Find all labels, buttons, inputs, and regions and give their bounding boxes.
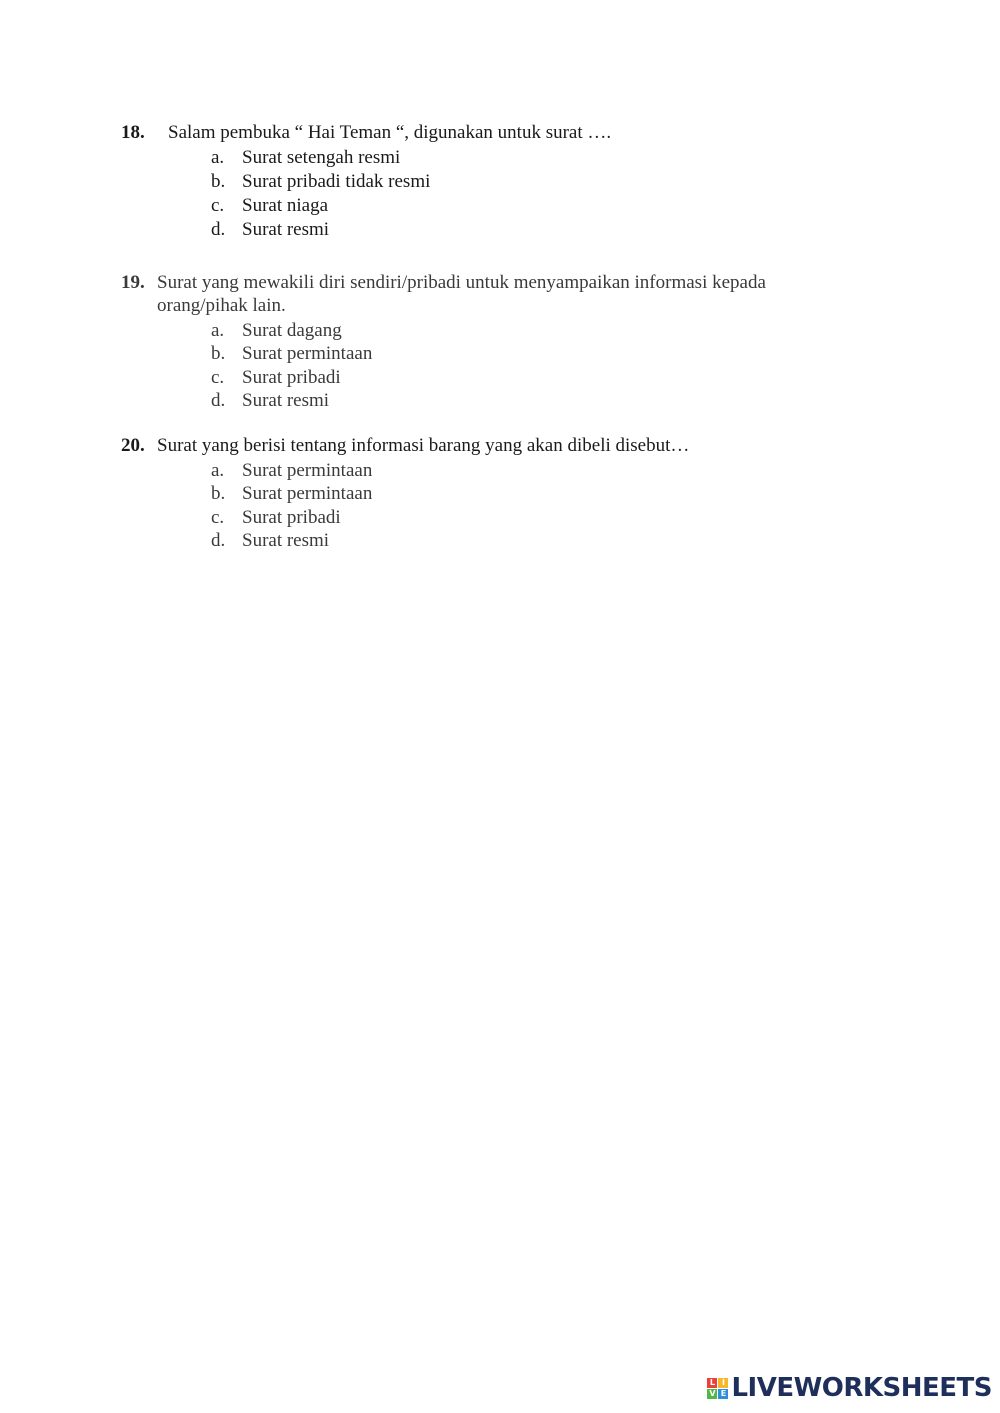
option-b[interactable] [121,170,841,194]
option-d[interactable] [121,218,841,242]
logo-tile: V [709,1388,716,1398]
question-18-header [121,121,841,144]
option-text: Surat pribadi [242,506,341,528]
option-letter: a. [211,460,225,481]
option-b[interactable] [121,342,841,365]
option-letter: d. [211,529,226,551]
option-letter: d. [211,219,226,240]
option-list [121,319,841,412]
option-letter: c. [211,366,225,388]
option-c[interactable] [121,194,841,218]
brand-name: LIVEWORKSHEETS [731,1373,992,1403]
option-letter: b. [211,343,226,365]
option-letter: a. [211,147,225,168]
option-list [121,146,841,242]
option-text: Surat resmi [242,389,330,411]
question-20 [121,434,841,552]
option-text: Surat resmi [242,219,330,240]
option-letter: c. [211,506,225,528]
question-number: 20. [121,435,145,456]
option-letter: c. [211,195,225,216]
option-text: Surat pribadi [242,366,341,388]
option-text: Surat dagang [242,320,342,341]
option-letter: b. [211,483,226,505]
option-text: Surat pribadi tidak resmi [242,171,431,192]
liveworksheets-logo-icon [707,1378,728,1399]
option-text: Surat permintaan [242,483,373,505]
logo-tile: L [707,1378,717,1388]
question-text: Surat yang berisi tentang informasi barang yang akan dibeli disebut… [157,435,690,456]
option-list [121,459,841,552]
question-18 [121,121,841,242]
question-number: 19. [121,272,145,293]
option-a[interactable] [121,319,841,342]
option-d[interactable] [121,529,841,552]
option-b[interactable] [121,482,841,505]
question-number: 18. [121,122,145,143]
option-d[interactable] [121,389,841,412]
option-c[interactable] [121,506,841,529]
option-letter: b. [211,171,226,192]
option-letter: d. [211,389,226,411]
liveworksheets-branding [707,1373,992,1403]
option-text: Surat setengah resmi [242,147,401,168]
option-a[interactable] [121,459,841,482]
option-text: Surat niaga [242,195,329,216]
question-text: Surat yang mewakili diri sendiri/pribadi untuk menyampaikan informasi kepada orang/pihak lain. [157,272,766,316]
question-19 [121,271,841,412]
option-text: Surat resmi [242,529,330,551]
question-20-header [121,434,841,457]
option-a[interactable] [121,146,841,170]
option-c[interactable] [121,366,841,389]
question-19-header [121,271,841,317]
option-text: Surat permintaan [242,460,373,481]
logo-tile: I [718,1378,728,1388]
option-text: Surat permintaan [242,343,373,365]
logo-tile: E [718,1389,728,1399]
question-text: Salam pembuka “ Hai Teman “, digunakan untuk surat …. [168,122,612,143]
option-letter: a. [211,320,225,341]
